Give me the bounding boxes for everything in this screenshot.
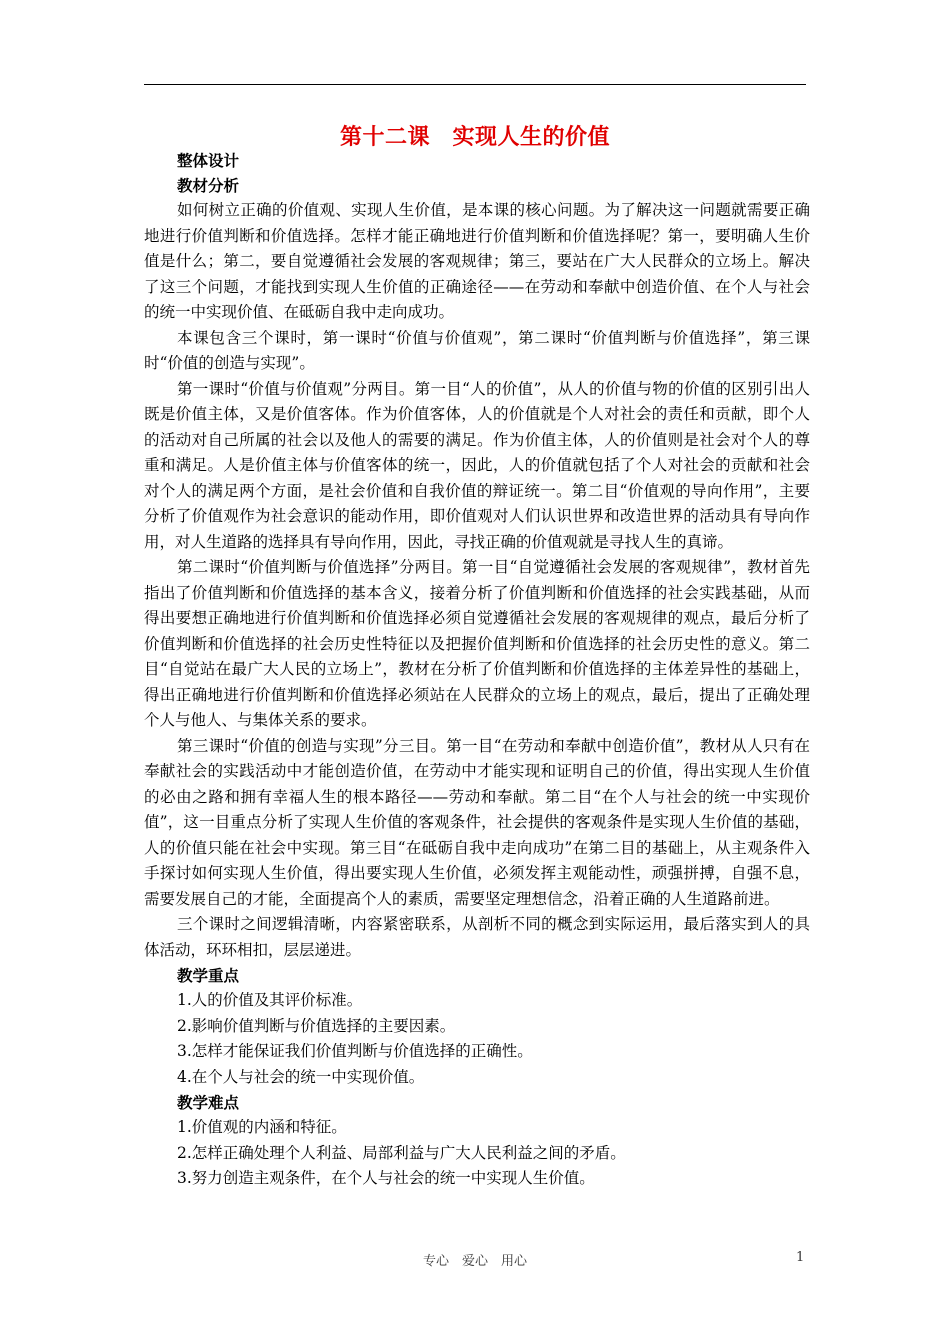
key-point-item: 3.怎样才能保证我们价值判断与价值选择的正确性。 [177, 1042, 533, 1060]
key-point-item: 4.在个人与社会的统一中实现价值。 [177, 1067, 425, 1086]
section-heading-analysis: 教材分析 [177, 176, 240, 195]
paragraph: 如何树立正确的价值观、实现人生价值，是本课的核心问题。为了解决这一问题就需要正确地进行价值判断和价值选择。怎样才能正确地进行价值判断和价值选择呢？第一，要明确人生价值是什么；第二，要自觉遵循社会发展的客观规律；第三，要站在广大人民群众的立场上。解决了这三个问题，才能找到实现人生价值的正确途径——在劳动和奉献中创造价值、在个人与社会的统一中实现价值、在砥砺自我中走向成功。 [144, 201, 810, 321]
header-rule [144, 84, 806, 85]
key-point-item: 1.人的价值及其评价标准。 [177, 991, 363, 1009]
difficulty-item: 2.怎样正确处理个人利益、局部利益与广大人民利益之间的矛盾。 [177, 1143, 626, 1162]
paragraph: 第三课时“价值的创造与实现”分三目。第一目“在劳动和奉献中创造价值”，教材从人只有在奉献社会的实践活动中才能创造价值，在劳动中才能实现和证明自己的价值，得出实现人生价值的必由之路和拥有幸福人生的根本路径——劳动和奉献。第二目“在个人与社会的统一中实现价值”，这一目重点分析了实现人生价值的客观条件，社会提供的客观条件是实现人生价值的基础，人的价值只能在社会中实现。第三目“在砥砺自我中走向成功”在第二目的基础上，从主观条件入手探讨如何实现人生价值，得出要实现人生价值，必须发挥主观能动性，顽强拼搏，自强不息，需要发展自己的才能，全面提高个人的素质，需要坚定理想信念，沿着正确的人生道路前进。 [144, 736, 810, 908]
section-heading-overall: 整体设计 [177, 151, 240, 170]
document-body [144, 148, 810, 1192]
difficulty-item: 1.价值观的内涵和特征。 [177, 1118, 347, 1136]
difficulty-item: 3.努力创造主观条件，在个人与社会的统一中实现人生价值。 [177, 1169, 595, 1187]
lesson-title: 第十二课 实现人生的价值 [339, 124, 610, 150]
page-number: 1 [796, 1250, 805, 1265]
paragraph: 第一课时“价值与价值观”分两目。第一目“人的价值”，从人的价值与物的价值的区别引出人既是价值主体，又是价值客体。作为价值客体，人的价值就是个人对社会的责任和贡献，即个人的活动对自己所属的社会以及他人的需要的满足。作为价值主体，人的价值则是社会对个人的尊重和满足。人是价值主体与价值客体的统一，因此，人的价值就包括了个人对社会的贡献和社会对个人的满足两个方面，是社会价值和自我价值的辩证统一。第二目“价值观的导向作用”，主要分析了价值观作为社会意识的能动作用，即价值观对人们认识世界和改造世界的活动具有导向作用，对人生道路的选择具有导向作用，因此，寻找正确的价值观就是寻找人生的真谛。 [144, 379, 810, 551]
paragraph: 本课包含三个课时，第一课时“价值与价值观”，第二课时“价值判断与价值选择”，第三课时“价值的创造与实现”。 [144, 328, 810, 372]
footer-slogan: 专心 爱心 用心 [422, 1254, 527, 1269]
section-heading-key-points: 教学重点 [177, 966, 240, 985]
section-heading-difficulties: 教学难点 [177, 1093, 240, 1112]
paragraph: 第二课时“价值判断与价值选择”分两目。第一目“自觉遵循社会发展的客观规律”，教材首先指出了价值判断和价值选择的基本含义，接着分析了价值判断和价值选择的社会实践基础，从而得出要想正确地进行价值判断和价值选择必须自觉遵循社会发展的客观规律的观点，最后分析了价值判断和价值选择的社会历史性特征以及把握价值判断和价值选择的社会历史性的意义。第二目“自觉站在最广大人民的立场上”，教材在分析了价值判断和价值选择的主体差异性的基础上，得出正确地进行价值判断和价值选择必须站在人民群众的立场上的观点，最后，提出了正确处理个人与他人、与集体关系的要求。 [144, 558, 810, 729]
key-point-item: 2.影响价值判断与价值选择的主要因素。 [177, 1016, 456, 1035]
paragraph: 三个课时之间逻辑清晰，内容紧密联系，从剖析不同的概念到实际运用，最后落实到人的具体活动，环环相扣，层层递进。 [144, 915, 810, 959]
